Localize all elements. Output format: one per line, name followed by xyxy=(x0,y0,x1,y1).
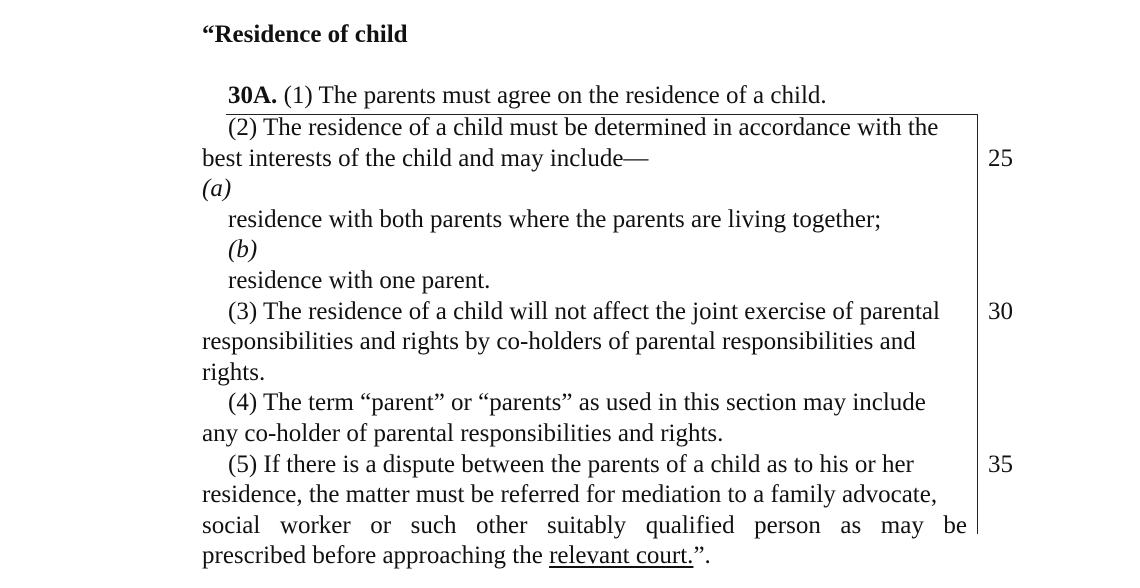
paragraph-a-label: (a) xyxy=(202,175,232,202)
amendment-bracket-side xyxy=(977,114,978,534)
subsection-2-line-1: (2) The residence of a child must be determined in accordance with the xyxy=(228,114,939,141)
subsection-2-line-2: best interests of the child and may include— xyxy=(202,145,649,172)
subsection-3-line-3: rights. xyxy=(202,359,266,386)
subsection-5-line-4-start: prescribed before approaching the xyxy=(202,542,550,569)
subsection-4-line-2: any co-holder of parental responsibilities and rights. xyxy=(202,420,724,447)
paragraph-a-text: residence with both parents where the parents are living together; xyxy=(228,206,882,233)
subsection-5-line-4 xyxy=(202,541,711,571)
line-number-25: 25 xyxy=(988,145,1013,172)
subsection-5-line-2: residence, the matter must be referred for mediation to a family advocate, xyxy=(202,481,938,508)
section-heading: “Residence of child xyxy=(202,21,408,48)
subsection-5-line-1: (5) If there is a dispute between the parents of a child as to his or her xyxy=(228,451,914,478)
subsection-3-line-2: responsibilities and rights by co-holders of parental responsibilities and xyxy=(202,328,916,355)
subsection-1 xyxy=(228,81,827,111)
paragraph-b-text: residence with one parent. xyxy=(228,267,491,294)
subsection-1-text: (1) The parents must agree on the residence of a child. xyxy=(283,82,827,109)
subsection-4-line-1: (4) The term “parent” or “parents” as used in this section may include xyxy=(228,389,926,416)
relevant-court-underlined: relevant court. xyxy=(549,542,694,569)
subsection-3-line-1: (3) The residence of a child will not affect the joint exercise of parental xyxy=(228,298,940,325)
subsection-5-line-3: social worker or such other suitably qualified person as may be xyxy=(202,512,967,539)
section-number: 30A. xyxy=(228,82,278,109)
line-number-35: 35 xyxy=(988,451,1013,478)
closing-quote: ”. xyxy=(693,542,711,569)
line-number-30: 30 xyxy=(988,298,1013,325)
paragraph-b-label: (b) xyxy=(228,236,258,263)
